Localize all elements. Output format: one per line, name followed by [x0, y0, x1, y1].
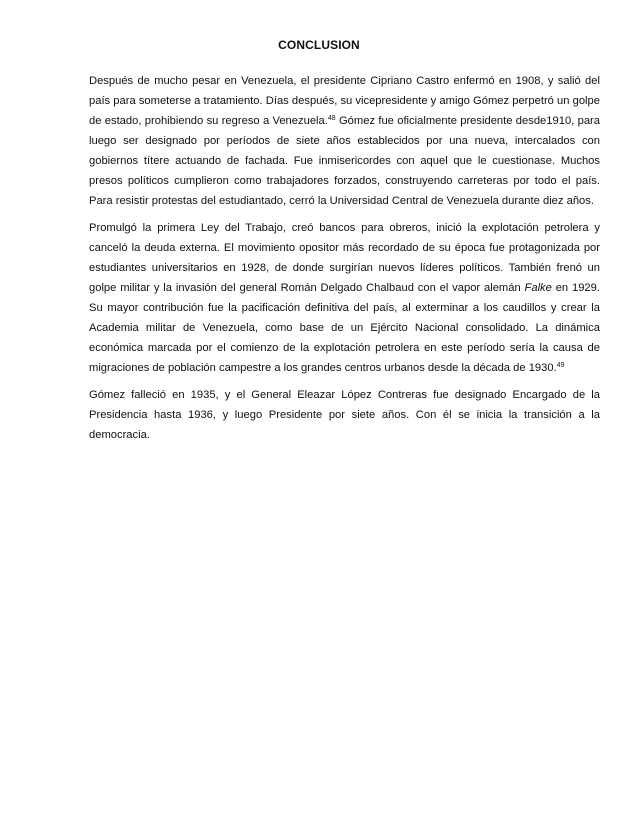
paragraph-1 [89, 71, 600, 211]
paragraph-3-text: Gómez falleció en 1935, y el General Eleazar López Contreras fue designado Encargado de la Presidencia hasta 1936, y luego Presidente por siete años. Con él se inicia la transición a la democracia. [89, 389, 600, 441]
paragraph-1-text-a: Después de mucho pesar en Venezuela, el presidente Cipriano Castro enfermó en 1908, y salió del país para someterse a tratamiento. Días después, su vicepresidente y amigo Gómez perpetró un golpe de estado, prohibiendo su regreso a Venezuela. [89, 75, 600, 127]
paragraph-2 [89, 218, 600, 378]
paragraph-2-text-b: en 1929. Su mayor contribución fue la pacificación definitiva del país, al exterminar a los caudillos y crear la Academia militar de Venezuela, como base de un Ejército Nacional consolidado. La dinámica económica marcada por el comienzo de la explotación petrolera en este período sería la causa de migraciones de población campestre a los grandes centros urbanos desde la década de 1930. [89, 282, 600, 374]
footnote-ref-49: 49 [556, 362, 565, 369]
paragraph-3 [89, 385, 600, 445]
footnote-ref-48: 48 [327, 115, 336, 122]
document-body [89, 71, 600, 452]
paragraph-1-text-b: Gómez fue oficialmente presidente desde1910, para luego ser designado por períodos de siete años establecidos por una nueva, intercalados con gobiernos títere actuando de fachada. Fue inmisericordes con aquel que le cuestionase. Muchos presos políticos cumplieron como trabajadores forzados, construyendo carreteras por todo el país. Para resistir protestas del estudiantado, cerró la Universidad Central de Venezuela durante diez años. [89, 115, 600, 207]
document-title: CONCLUSION [278, 38, 360, 52]
ship-name-italic: Falke [524, 282, 552, 294]
paragraph-2-text-a: Promulgó la primera Ley del Trabajo, creó bancos para obreros, inició la explotación petrolera y canceló la deuda externa. El movimiento opositor más recordado de su época fue protagonizada por estudiantes universitarios en 1928, de donde surgirían nuevos líderes políticos. También frenó un golpe militar y la invasión del general Román Delgado Chalbaud con el vapor alemán [89, 222, 600, 294]
